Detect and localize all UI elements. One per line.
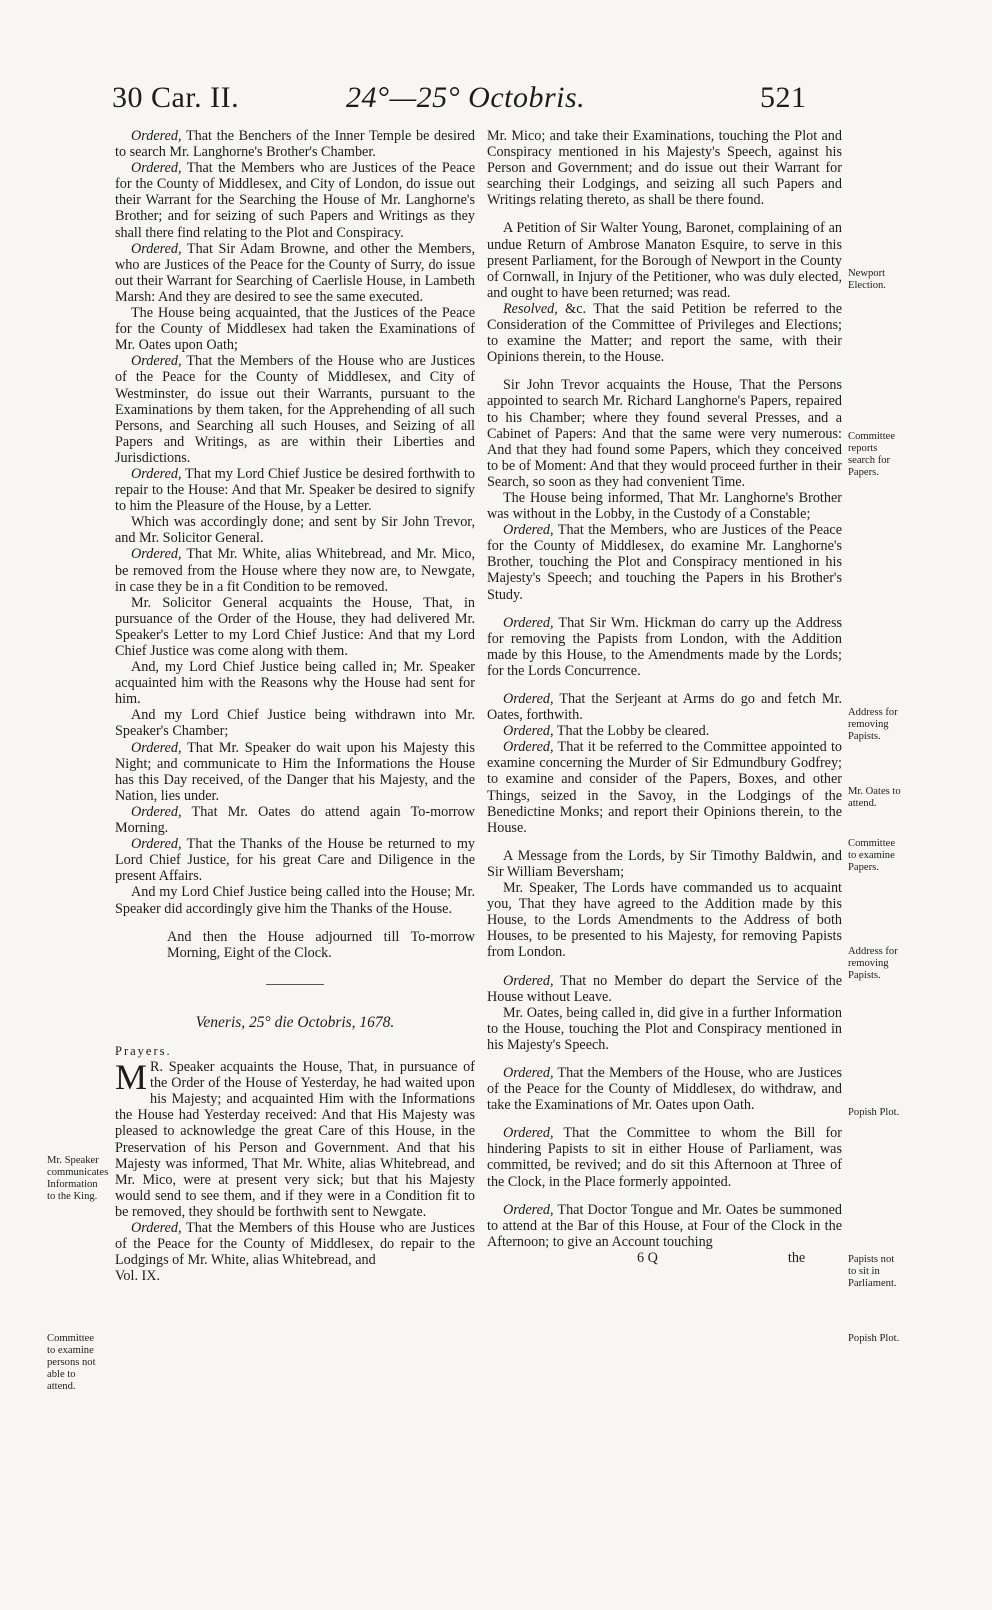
margin-note: Committee to examine Papers. bbox=[848, 838, 896, 873]
entry-text: Mr. Solicitor General acquaints the House, That, in pursuance of the Order of the House, they had delivered Mr. Speaker's Letter to my Lord Chief Justice: And that my Lord Chief Justice was come along with them. bbox=[115, 594, 475, 659]
entry-paragraph bbox=[487, 880, 842, 960]
entry-paragraph bbox=[487, 1065, 842, 1113]
entry-text: A Message from the Lords, by Sir Timothy Baldwin, and Sir William Beversham; bbox=[487, 847, 842, 880]
entry-paragraph bbox=[487, 615, 842, 679]
right-column-entries bbox=[487, 128, 842, 1250]
entry-lead: Resolved, bbox=[503, 300, 558, 317]
entry-paragraph bbox=[115, 836, 475, 884]
entry-text: That my Lord Chief Justice be desired forthwith to repair to the House: And that Mr. Speaker be desired to signify to him the Pleasure of the House, by a Letter. bbox=[115, 465, 475, 515]
entry-text: That the Members, who are Justices of the Peace for the County of Middlesex, do examine Mr. Langhorne's Brother, touching the Plot and Conspiracy mentioned in his Majesty's Speech; and touching the Papers in his Brother's Study. bbox=[487, 522, 842, 603]
entry-lead: Ordered, bbox=[503, 739, 554, 756]
entry-paragraph bbox=[115, 466, 475, 514]
margin-note: Mr. Speaker communicates Information to the King. bbox=[47, 1155, 109, 1202]
entry-lead: Ordered, bbox=[503, 972, 554, 989]
entry-paragraph bbox=[115, 595, 475, 659]
entry-text: That the Members of the House, who are Justices of the Peace for the County of Middlesex, do withdraw, and take the Examinations of Mr. Oates upon Oath. bbox=[487, 1064, 842, 1114]
entry-paragraph bbox=[115, 804, 475, 836]
catchword: the bbox=[787, 1249, 806, 1266]
entry-text: The House being acquainted, that the Justices of the Peace for the County of Middlesex had taken the Examinations of Mr. Oates upon Oath; bbox=[115, 305, 475, 354]
signature-line bbox=[487, 1250, 842, 1266]
signature-mark: 6 Q bbox=[637, 1249, 658, 1266]
entry-paragraph bbox=[115, 305, 475, 353]
entry-paragraph bbox=[487, 691, 842, 723]
margin-note: Committee to examine persons not able to attend. bbox=[47, 1333, 96, 1392]
day-heading: Veneris, 25° die Octobris, 1678. bbox=[195, 1013, 395, 1031]
entry-paragraph bbox=[115, 659, 475, 707]
entry-lead: Ordered, bbox=[131, 240, 182, 257]
entry-lead: Ordered, bbox=[131, 739, 182, 756]
speaker-report-paragraph bbox=[115, 1059, 475, 1220]
entry-paragraph bbox=[115, 514, 475, 546]
entry-paragraph bbox=[487, 128, 842, 208]
entry-paragraph bbox=[487, 220, 842, 300]
entry-text: That the Benchers of the Inner Temple be desired to search Mr. Langhorne's Brother's Chamber. bbox=[115, 128, 475, 161]
running-head-dates: 24°—25° Octobris. bbox=[346, 81, 586, 114]
entry-lead: Ordered, bbox=[503, 614, 554, 631]
section-divider bbox=[115, 973, 475, 989]
left-column-entries bbox=[115, 128, 475, 917]
entry-text: That no Member do depart the Service of the House without Leave. bbox=[487, 972, 842, 1005]
margin-note: Newport Election. bbox=[848, 268, 886, 291]
margin-note: Committee reports search for Papers. bbox=[848, 431, 896, 478]
entry-text: That the Committee to whom the Bill for hindering Papists to sit in either House of Parliament, was committed, be revived; and do sit this Afternoon at Three of the Clock, in the Place formerly appointed. bbox=[487, 1125, 842, 1190]
entry-text: That the Lobby be cleared. bbox=[553, 723, 710, 740]
entry-text: That it be referred to the Committee appointed to examine concerning the Murder of Sir Edmundbury Godfrey; to examine and consider of the Papers, Boxes, and other Things, seized in the Savoy, in the Lodgings of the Benedictine Monks; and report their Opinions therein, to the House. bbox=[487, 739, 842, 836]
entry-lead: Ordered, bbox=[131, 128, 182, 144]
entry-text: Which was accordingly done; and sent by Sir John Trevor, and Mr. Solicitor General. bbox=[115, 514, 475, 547]
order-text: That the Members of this House who are Justices of the Peace for the County of Middlesex, do repair to the Lodgings of Mr. White, alias Whitebread, and bbox=[115, 1220, 475, 1269]
margin-note: Address for removing Papists. bbox=[848, 946, 898, 981]
entry-lead: Ordered, bbox=[503, 1201, 554, 1218]
speaker-report-text: R. Speaker acquaints the House, That, in pursuance of the Order of the House of Yesterday, he had waited upon his Majesty; and acquainted Him with the Informations the House had Yesterday received: And that His Majesty was pleased to acknowledge the great Care of this House, in the Preservation of his Person and Government. And that his Majesty was informed, That Mr. White, alias Whitebread, and Mr. Mico, were at present very sick; but that his Majesty would send to see them, and if they were in a Condition fit to be removed, they should be forthwith sent to Newgate. bbox=[115, 1059, 475, 1220]
margin-note: Popish Plot. bbox=[848, 1333, 900, 1344]
entry-lead: Ordered, bbox=[131, 546, 182, 563]
entry-text: That the Members who are Justices of the Peace for the County of Middlesex, and City of London, do issue out their Warrant for the Searching the House of Mr. Langhorne's Brother; and for seizing of such Papers and Writings as they shall there find relating to the Plot and Conspiracy. bbox=[115, 160, 475, 241]
entry-paragraph bbox=[487, 377, 842, 490]
entry-text: And, my Lord Chief Justice being called in; Mr. Speaker acquainted him with the Reasons why the House had sent for him. bbox=[115, 659, 475, 708]
entry-paragraph bbox=[487, 1202, 842, 1250]
entry-paragraph bbox=[115, 241, 475, 305]
entry-text: Mr. Oates, being called in, did give in a further Information to the House, touching the Plot and Conspiracy mentioned in his Majesty's Speech. bbox=[487, 1004, 842, 1053]
entry-lead: Ordered, bbox=[131, 836, 182, 853]
entry-text: That the Thanks of the House be returned to my Lord Chief Justice, for his great Care and Diligence in the present Affairs. bbox=[115, 836, 475, 885]
entry-lead: Ordered, bbox=[503, 522, 554, 539]
entry-text: That Sir Wm. Hickman do carry up the Address for removing the Papists from London, with the Addition made by this House, to the Amendments made by the Lords; for the Lords Concurrence. bbox=[487, 614, 842, 679]
entry-text: &c. That the said Petition be referred to the Consideration of the Committee of Privileges and Elections; to examine the Matter; and report the same, with their Opinions therein, to the House. bbox=[487, 300, 842, 366]
entry-paragraph bbox=[115, 707, 475, 739]
entry-text: The House being informed, That Mr. Langhorne's Brother was without in the Lobby, in the Custody of a Constable; bbox=[487, 489, 842, 523]
entry-text: That Mr. Speaker do wait upon his Majesty this Night; and communicate to Him the Informations the House has this Day received, of the Danger that his Majesty, and the Nation, lies under. bbox=[115, 739, 475, 804]
entry-lead: Ordered, bbox=[503, 1125, 554, 1142]
entry-text: That Sir Adam Browne, and other the Members, who are Justices of the Peace for the County of Surry, do issue out their Warrant for Searching of Caerlisle House, in Lambeth Marsh: And they are desired to see the same executed. bbox=[115, 240, 475, 305]
entry-text: And my Lord Chief Justice being withdrawn into Mr. Speaker's Chamber; bbox=[115, 707, 475, 740]
left-column bbox=[115, 128, 475, 1284]
entry-text: Sir John Trevor acquaints the House, That the Persons appointed to search Mr. Richard Langhorne's Papers, repaired to his Chamber; where they found several Presses, and a Cabinet of Papers: And that the same were very numerous: And that they had found some Papers, which they conceived to be of Moment: And that they would proceed further in their Search, so soon as they had convenient Time. bbox=[487, 377, 842, 490]
entry-paragraph bbox=[115, 884, 475, 916]
entry-lead: Ordered, bbox=[131, 353, 182, 370]
margin-note: Papists not to sit in Parliament. bbox=[848, 1254, 897, 1289]
right-column bbox=[487, 128, 842, 1266]
entry-text: Mr. Mico; and take their Examinations, touching the Plot and Conspiracy mentioned in his Majesty's Speech, against his Person and Government; and do issue out their Warrant for searching their Lodgings, and seizing all such Papers and Writings relating thereto, as shall be there found. bbox=[487, 128, 842, 209]
entry-text: A Petition of Sir Walter Young, Baronet, complaining of an undue Return of Ambrose Manaton Esquire, to serve in this present Parliament, for the Borough of Newport in the County of Cornwall, in Injury of the Petitioner, who was duly elected, and ought to have been returned; was read. bbox=[487, 220, 842, 301]
margin-note: Mr. Oates to attend. bbox=[848, 786, 901, 809]
adjournment-notice: And then the House adjourned till To-morrow Morning, Eight of the Clock. bbox=[167, 928, 475, 961]
entry-lead: Ordered, bbox=[131, 160, 182, 177]
margin-note: Address for removing Papists. bbox=[848, 707, 898, 742]
entry-paragraph bbox=[115, 353, 475, 466]
entry-paragraph bbox=[487, 301, 842, 365]
order-lead: Ordered, bbox=[131, 1220, 182, 1236]
entry-paragraph bbox=[487, 973, 842, 1005]
entry-lead: Ordered, bbox=[503, 1064, 554, 1081]
entry-paragraph bbox=[115, 546, 475, 594]
entry-paragraph bbox=[487, 522, 842, 602]
drop-cap-initial: M bbox=[115, 1057, 148, 1098]
entry-text: That Mr. Oates do attend again To-morrow Morning. bbox=[115, 803, 475, 837]
entry-paragraph bbox=[115, 160, 475, 240]
margin-note: Popish Plot. bbox=[848, 1107, 900, 1118]
entry-lead: Ordered, bbox=[503, 723, 554, 740]
entry-lead: Ordered, bbox=[131, 803, 182, 820]
entry-paragraph bbox=[115, 740, 475, 804]
volume-label: Vol. IX. bbox=[115, 1268, 161, 1285]
entry-text: That the Members of the House who are Justices of the Peace for the County of Middlesex, and City of Westminster, do issue out their Warrants, pursuant to the Examinations by them taken, for the Apprehending of all such Persons, and Searching all such Houses, and Seizing of all Papers and Writings, as are within their Liberties and Jurisdictions. bbox=[115, 353, 475, 466]
entry-paragraph bbox=[487, 723, 842, 739]
entry-text: Mr. Speaker, The Lords have commanded us to acquaint you, That they have agreed to the Addition made by this House, to the Lords Amendments to the Address of both Houses, to be presented to his Majesty, for removing Papists from London. bbox=[487, 880, 842, 961]
entry-text: And my Lord Chief Justice being called into the House; Mr. Speaker did accordingly give him the Thanks of the House. bbox=[115, 884, 475, 917]
prayers-label: Prayers. bbox=[115, 1043, 172, 1058]
entry-text: That Mr. White, alias Whitebread, and Mr. Mico, be removed from the House where they now are, to Newgate, in case they be in a fit Condition to be removed. bbox=[115, 546, 475, 595]
entry-lead: Ordered, bbox=[503, 691, 554, 707]
entry-lead: Ordered, bbox=[131, 465, 182, 482]
entry-paragraph bbox=[487, 848, 842, 880]
entry-paragraph bbox=[487, 739, 842, 836]
entry-text: That Doctor Tongue and Mr. Oates be summoned to attend at the Bar of this House, at Four of the Clock in the Afternoon; to give an Account touching bbox=[487, 1201, 842, 1250]
entry-paragraph bbox=[487, 1125, 842, 1189]
entry-paragraph bbox=[487, 490, 842, 522]
entry-paragraph bbox=[487, 1005, 842, 1053]
committee-order-paragraph bbox=[115, 1220, 475, 1268]
page-number: 521 bbox=[760, 81, 807, 114]
entry-text: That the Serjeant at Arms do go and fetch Mr. Oates, forthwith. bbox=[487, 691, 842, 724]
running-head-regnal-year: 30 Car. II. bbox=[112, 81, 240, 114]
entry-paragraph bbox=[115, 128, 475, 160]
